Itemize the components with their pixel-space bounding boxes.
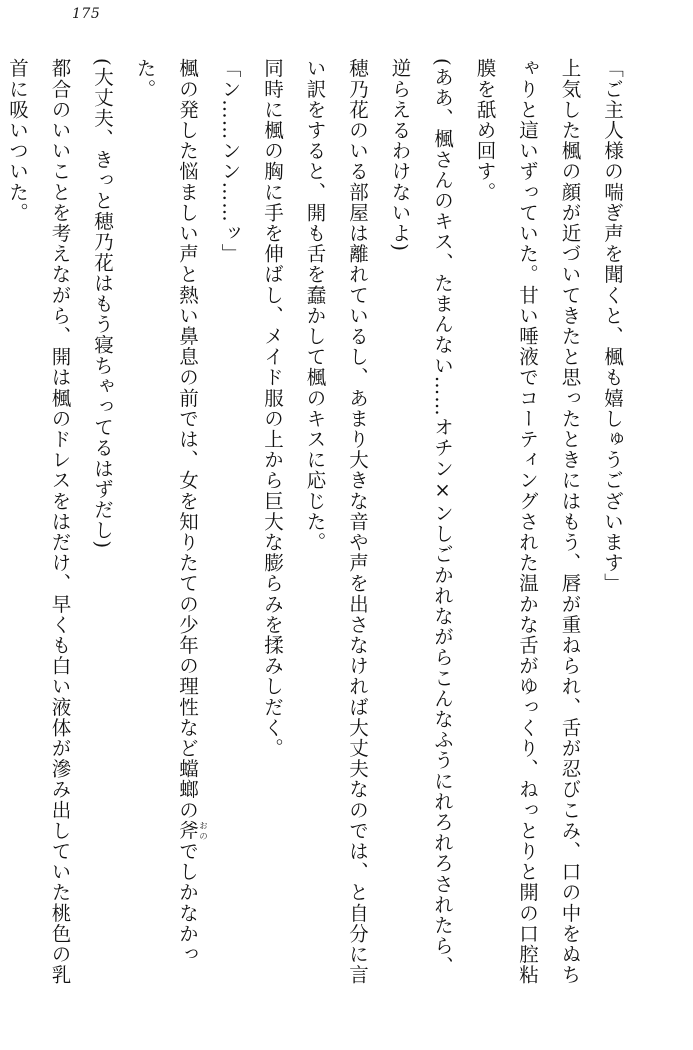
ruby-annotation: 斧おの xyxy=(176,820,208,841)
paragraph-5: 同時に楓の胸に手を伸ばし、メイド服の上から巨大な膨らみを揉みしだく。 xyxy=(261,58,284,759)
paragraph-2: 上気した楓の顔が近づいてきたと思ったときにはもう、唇が重ねられ、舌が忍びこみ、口の中をぬちゃりと這いずっていた。甘い唾液でコーティングされた温かな舌がゆっくり、ねっとりと開の口腔粘膜を舐め回す。 xyxy=(473,58,582,985)
paragraph-8: (大丈夫、きっと穂乃花はもう寝ちゃってるはずだし) xyxy=(91,58,114,550)
page-number: 175 xyxy=(72,6,101,22)
paragraph-3: (ああ、楓さんのキス、たまんない……オチン×ンしごかれながらこんなふうにれろれろされたら、逆らえるわけないよ) xyxy=(388,58,454,977)
body-text xyxy=(6,58,633,988)
paragraph-9: 都合のいいことを考えながら、開は楓のドレスをはだけ、早くも白い液体が滲み出していた桃色の乳首に吸いついた。 xyxy=(6,58,72,985)
paragraph-7: 楓の発した悩ましい声と熱い鼻息の前では、女を知りたての少年の理性など蟷螂の斧おのでしかなかった。 xyxy=(133,58,208,965)
paragraph-1: 「ご主人様の喘ぎ声を聞くと、楓も嬉しゅうございます」 xyxy=(601,58,624,594)
paragraph-6: 「ン……ンン……ッ」 xyxy=(218,58,242,264)
paragraph-4: 穂乃花のいる部屋は離れているし、あまり大きな音や声を出さなければ大丈夫なのでは、と自分に言い訳をすると、開も舌を蠢かして楓のキスに応じた。 xyxy=(303,58,369,985)
